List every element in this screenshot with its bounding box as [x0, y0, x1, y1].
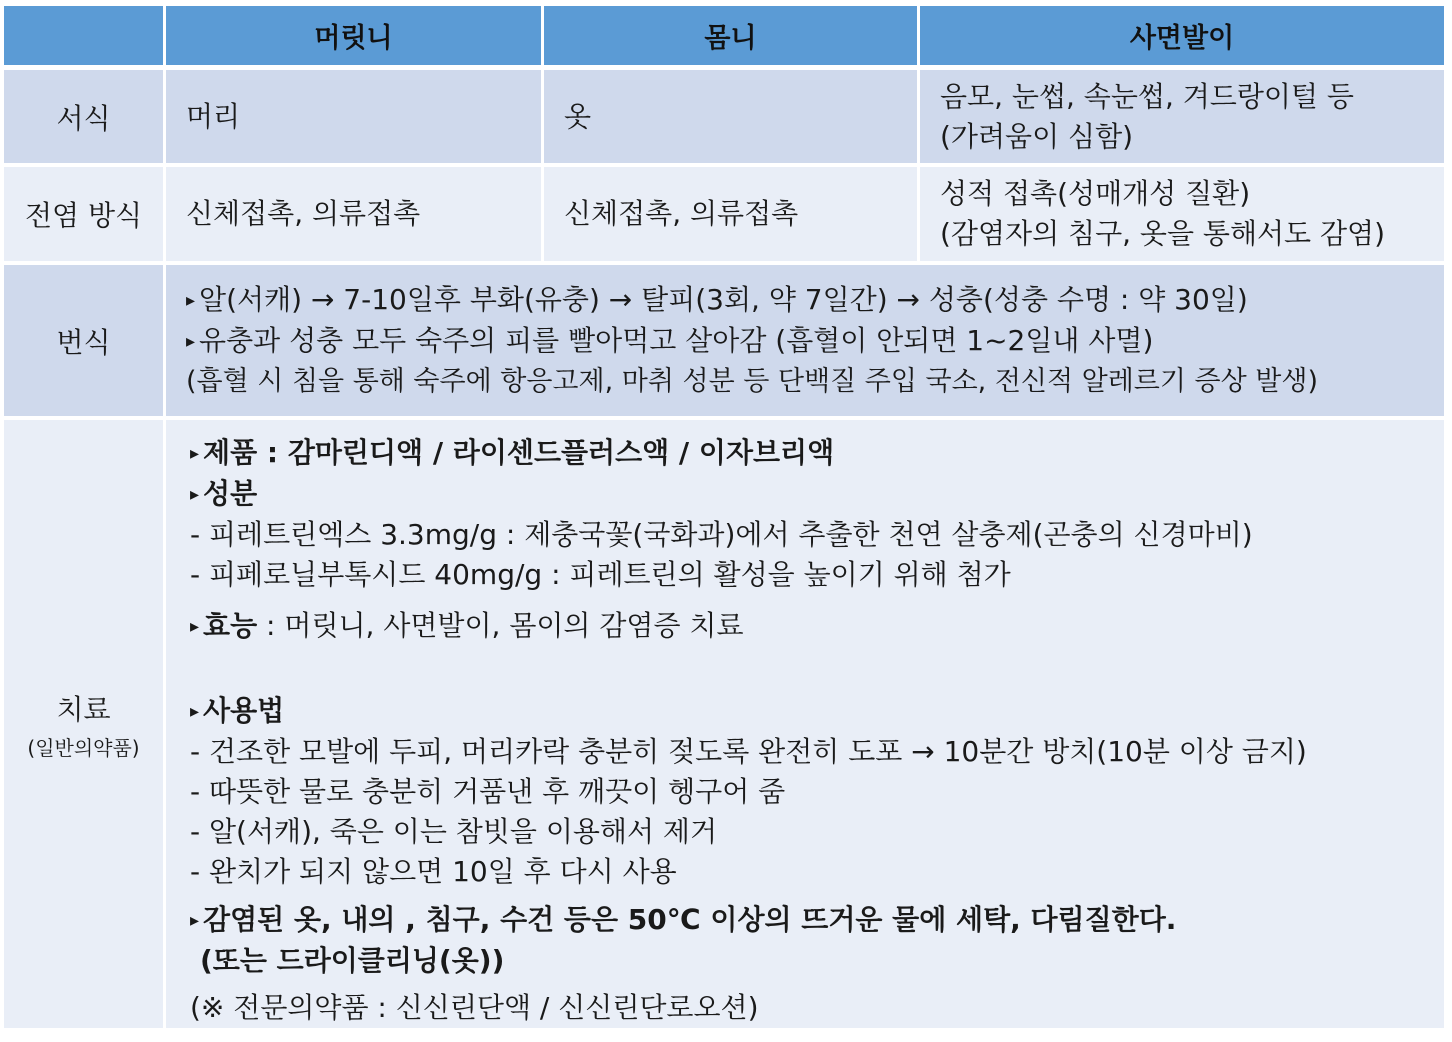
- reproduction-line-2-text: 유충과 성충 모두 숙주의 피를 빨아먹고 살아감 (흡혈이 안되면 1~2일내 사멸): [199, 323, 1154, 357]
- treatment-wash-1: [190, 900, 1444, 941]
- habitat-label: 서식: [4, 70, 166, 163]
- habitat-body-lice: [544, 70, 920, 163]
- treatment-product-text: 제품 : 감마린디액 / 라이센드플러스액 / 이자브리액: [203, 436, 835, 469]
- table-header-row: [4, 6, 1444, 70]
- reproduction-label: 번식: [4, 265, 166, 416]
- header-body-lice: 몸니: [544, 6, 920, 65]
- treatment-efficacy-title: 효능: [203, 609, 258, 643]
- transmission-pubic-lice: [920, 167, 1444, 261]
- treatment-ingredient-title-text: 성분: [203, 477, 258, 510]
- reproduction-line-1: [186, 280, 1444, 321]
- transmission-row: [4, 167, 1444, 265]
- reproduction-line-2: [186, 321, 1444, 362]
- reproduction-line-3: (흡혈 시 침을 통해 숙주에 항응고제, 마취 성분 등 단백질 주입 국소, 전신적 알레르기 증상 발생): [186, 365, 1319, 397]
- habitat-row: [4, 70, 1444, 167]
- treatment-usage-4: - 완치가 되지 않으면 10일 후 다시 사용: [190, 855, 677, 889]
- bullet-icon: ▸: [186, 330, 196, 352]
- transmission-head-lice-text: 신체접촉, 의류접촉: [186, 197, 421, 230]
- bullet-icon: ▸: [186, 289, 196, 311]
- treatment-efficacy: [190, 606, 1444, 647]
- treatment-ingredient-2: - 피페로닐부톡시드 40mg/g : 피레트린의 활성을 높이기 위해 첨가: [190, 558, 1011, 591]
- treatment-ingredient-title: [190, 474, 1444, 515]
- treatment-usage-3: - 알(서캐), 죽은 이는 참빗을 이용해서 제거: [190, 815, 718, 849]
- header-corner-cell: [4, 6, 166, 65]
- reproduction-row: [4, 265, 1444, 420]
- transmission-body-lice-text: 신체접촉, 의류접촉: [564, 197, 799, 230]
- habitat-pubic-lice-line2: (가려움이 심함): [940, 119, 1134, 153]
- bullet-icon: ▸: [190, 701, 200, 723]
- reproduction-line-1-text: 알(서캐) → 7-10일후 부화(유충) → 탈피(3회, 약 7일간) → 성충(성충 수명 : 약 30일): [199, 282, 1248, 316]
- habitat-pubic-lice-line1: 음모, 눈썹, 속눈썹, 겨드랑이털 등: [940, 79, 1354, 113]
- transmission-body-lice: [544, 167, 920, 261]
- lice-comparison-table: [4, 6, 1444, 1032]
- treatment-row: [4, 420, 1444, 1032]
- habitat-head-lice-text: 머리: [186, 99, 241, 133]
- treatment-content: [166, 420, 1444, 1028]
- treatment-wash-2: (또는 드라이클리닝(옷)): [200, 943, 505, 977]
- transmission-pubic-lice-line2: (감염자의 침구, 옷을 통해서도 감염): [940, 217, 1386, 250]
- treatment-usage-title-text: 사용법: [203, 694, 285, 728]
- treatment-usage-1: - 건조한 모발에 두피, 머리카락 충분히 젖도록 완전히 도포 → 10분간 방치(10분 이상 금지): [190, 735, 1307, 769]
- bullet-icon: ▸: [190, 909, 200, 931]
- habitat-head-lice: [166, 70, 544, 163]
- habitat-pubic-lice: [920, 70, 1444, 163]
- bullet-icon: ▸: [190, 484, 200, 505]
- treatment-product: [190, 433, 1444, 474]
- header-pubic-lice: 사면발이: [1129, 23, 1235, 54]
- treatment-sublabel: (일반의약품): [27, 735, 140, 760]
- transmission-pubic-lice-line1: 성적 접촉(성매개성 질환): [940, 177, 1251, 210]
- treatment-prescription-note: (※ 전문의약품 : 신신린단액 / 신신린단로오션): [190, 991, 759, 1024]
- treatment-ingredient-1: - 피레트린엑스 3.3mg/g : 제충국꽃(국화과)에서 추출한 천연 살충제(곤충의 신경마비): [190, 518, 1253, 551]
- bullet-icon: ▸: [190, 616, 200, 638]
- bullet-icon: ▸: [190, 443, 200, 464]
- transmission-label: 전염 방식: [4, 167, 166, 261]
- reproduction-content: [166, 265, 1444, 416]
- treatment-wash-1-text: 감염된 옷, 내의 , 침구, 수건 등은 50℃ 이상의 뜨거운 물에 세탁, 다림질한다.: [203, 902, 1177, 936]
- treatment-label-cell: [4, 420, 166, 1028]
- transmission-head-lice: [166, 167, 544, 261]
- treatment-efficacy-text: : 머릿니, 사면발이, 몸이의 감염증 치료: [257, 609, 744, 643]
- treatment-usage-2: - 따뜻한 물로 충분히 거품낸 후 깨끗이 헹구어 줌: [190, 775, 786, 809]
- treatment-label: 치료: [56, 692, 111, 726]
- treatment-usage-title: [190, 691, 1444, 732]
- header-head-lice: 머릿니: [166, 6, 544, 65]
- habitat-body-lice-text: 옷: [564, 99, 592, 133]
